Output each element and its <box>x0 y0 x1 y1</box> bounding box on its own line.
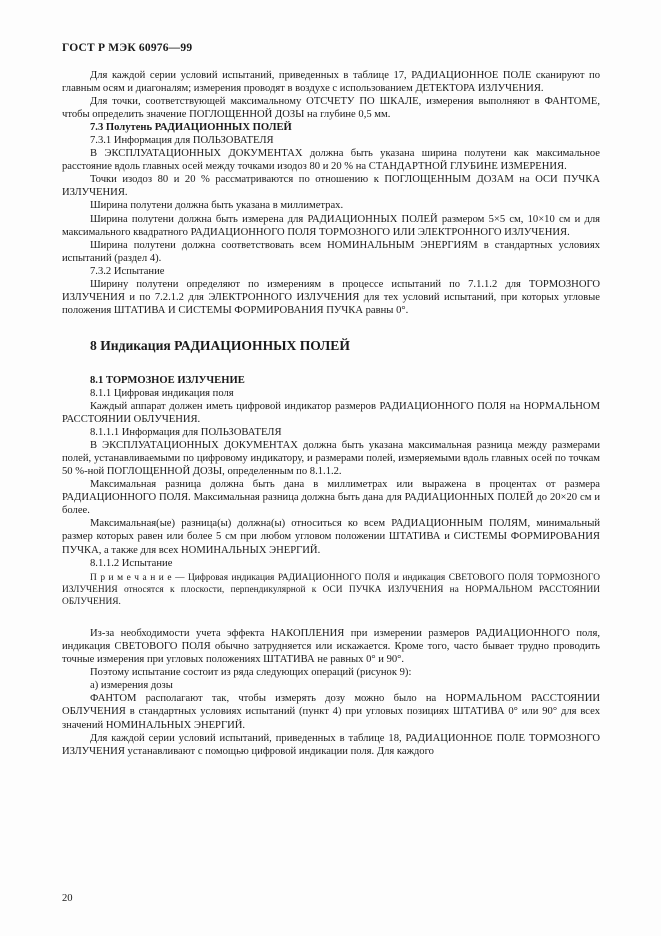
paragraph: 8.1.1.2 Испытание <box>90 557 173 569</box>
subsection-heading: 7.3 Полутень РАДИАЦИОННЫХ ПОЛЕЙ <box>90 122 292 134</box>
paragraph: Поэтому испытание состоит из ряда следующих операций (рисунок 9): <box>90 667 412 679</box>
paragraph: а) измерения дозы <box>90 680 173 692</box>
note-paragraph: П р и м е ч а н и е — Цифровая индикация РАДИАЦИОННОГО ПОЛЯ и индикация СВЕТОВОГО ПОЛЯ ТОРМОЗНОГО ИЗЛУЧЕНИЯ относятся к плоскости, перпендикулярной к ОСИ ПУЧКА ИЗЛУЧЕНИЯ на НОРМАЛЬНОМ РАССТОЯНИИ ОБЛУЧЕНИЯ. <box>62 572 600 607</box>
paragraph: Ширина полутени должна быть измерена для РАДИАЦИОННЫХ ПОЛЕЙ размером 5×5 см, 10×10 см и для максимального квадратного РАДИАЦИОННОГО ПОЛЯ ТОРМОЗНОГО ИЛИ ЭЛЕКТРОННОГО ИЗЛУЧЕНИЯ. <box>62 213 600 238</box>
document-header: ГОСТ Р МЭК 60976—99 <box>62 42 193 54</box>
paragraph: ФАНТОМ располагают так, чтобы измерять дозу можно было на НОРМАЛЬНОМ РАССТОЯНИИ ОБЛУЧЕНИЯ в стандартных условиях испытаний (пункт 4) при угловых позициях ШТАТИВА 0° или 90° для всех значений НОМИНАЛЬНЫХ ЭНЕРГИЙ. <box>62 693 600 731</box>
paragraph: Ширина полутени должна соответствовать всем НОМИНАЛЬНЫМ ЭНЕРГИЯМ в стандартных условиях испытаний (раздел 4). <box>62 239 600 264</box>
paragraph: Для каждой серии условий испытаний, приведенных в таблице 17, РАДИАЦИОННОЕ ПОЛЕ сканируют по главным осям и диагоналям; измерения проводят в воздухе с использованием ДЕТЕКТОРА ИЗЛУЧЕНИЯ. <box>62 70 600 95</box>
paragraph: 7.3.2 Испытание <box>90 265 165 277</box>
paragraph: 8.1.1 Цифровая индикация поля <box>90 387 234 399</box>
paragraph: 7.3.1 Информация для ПОЛЬЗОВАТЕЛЯ <box>90 135 274 147</box>
page-number: 20 <box>62 893 73 904</box>
paragraph: Каждый аппарат должен иметь цифровой индикатор размеров РАДИАЦИОННОГО ПОЛЯ на НОРМАЛЬНОМ РАССТОЯНИИ ОБЛУЧЕНИЯ. <box>62 400 600 426</box>
paragraph: Для точки, соответствующей максимальному ОТСЧЕТУ ПО ШКАЛЕ, измерения выполняют в ФАНТОМЕ, чтобы определить значение ПОГЛОЩЕННОЙ ДОЗЫ на глубине 0,5 мм. <box>62 96 600 121</box>
paragraph: 8.1.1.1 Информация для ПОЛЬЗОВАТЕЛЯ <box>90 427 282 439</box>
paragraph: Максимальная разница должна быть дана в миллиметрах или выражена в процентах от размера РАДИАЦИОННОГО ПОЛЯ. Максимальная разница должна быть дана для РАДИАЦИОННЫХ ПОЛЕЙ до 20×20 см и более. <box>62 479 600 517</box>
paragraph: Максимальная(ые) разница(ы) должна(ы) относиться ко всем РАДИАЦИОННЫМ ПОЛЯМ, минимальный размер которых равен или более 5 см при любом угловом положении ШТАТИВА и СИСТЕМЫ ФОРМИРОВАНИЯ ПУЧКА, а также для всех НОМИНАЛЬНЫХ ЭНЕРГИЙ. <box>62 518 600 556</box>
paragraph: Ширина полутени должна быть указана в миллиметрах. <box>90 200 344 212</box>
document-body <box>62 69 600 758</box>
paragraph: В ЭКСПЛУАТАЦИОННЫХ ДОКУМЕНТАХ должна быть указана максимальная разница между размерами полей, устанавливаемыми по цифровому индикатору, и размерами полей, измеряемыми вдоль главных осей по точкам 50 %-ной ПОГЛОЩЕННОЙ ДОЗЫ, определенным по 8.1.1.2. <box>62 440 600 478</box>
paragraph: Ширину полутени определяют по измерениям в процессе испытаний по 7.1.1.2 для ТОРМОЗНОГО ИЗЛУЧЕНИЯ и по 7.2.1.2 для ЭЛЕКТРОННОГО ИЗЛУЧЕНИЯ для тех условий испытаний, при которых угловые положения ШТАТИВА И СИСТЕМЫ ФОРМИРОВАНИЯ ПУЧКА равны 0°. <box>62 278 600 316</box>
paragraph: В ЭКСПЛУАТАЦИОННЫХ ДОКУМЕНТАХ должна быть указана ширина полутени как максимальное расстояние вдоль главных осей между точками изодоз 80 и 20 % на СТАНДАРТНОЙ ГЛУБИНЕ ИЗМЕРЕНИЯ. <box>62 148 600 173</box>
paragraph: Для каждой серии условий испытаний, приведенных в таблице 18, РАДИАЦИОННОЕ ПОЛЕ ТОРМОЗНОГО ИЗЛУЧЕНИЯ устанавливают с помощью цифровой индикации поля. Для каждого <box>62 732 600 757</box>
subsection-heading: 8.1 ТОРМОЗНОЕ ИЗЛУЧЕНИЕ <box>90 374 245 386</box>
section-heading: 8 Индикация РАДИАЦИОННЫХ ПОЛЕЙ <box>90 337 350 353</box>
paragraph: Из-за необходимости учета эффекта НАКОПЛЕНИЯ при измерении размеров РАДИАЦИОННОГО поля, индикация СВЕТОВОГО ПОЛЯ обычно затрудняется или искажается. Кроме того, часто бывает трудно проводить точные измерения при угловых положениях ШТАТИВА не равных 0° и 90°. <box>62 628 600 666</box>
paragraph: Точки изодоз 80 и 20 % рассматриваются по отношению к ПОГЛОЩЕННЫМ ДОЗАМ на ОСИ ПУЧКА ИЗЛУЧЕНИЯ. <box>62 174 600 199</box>
